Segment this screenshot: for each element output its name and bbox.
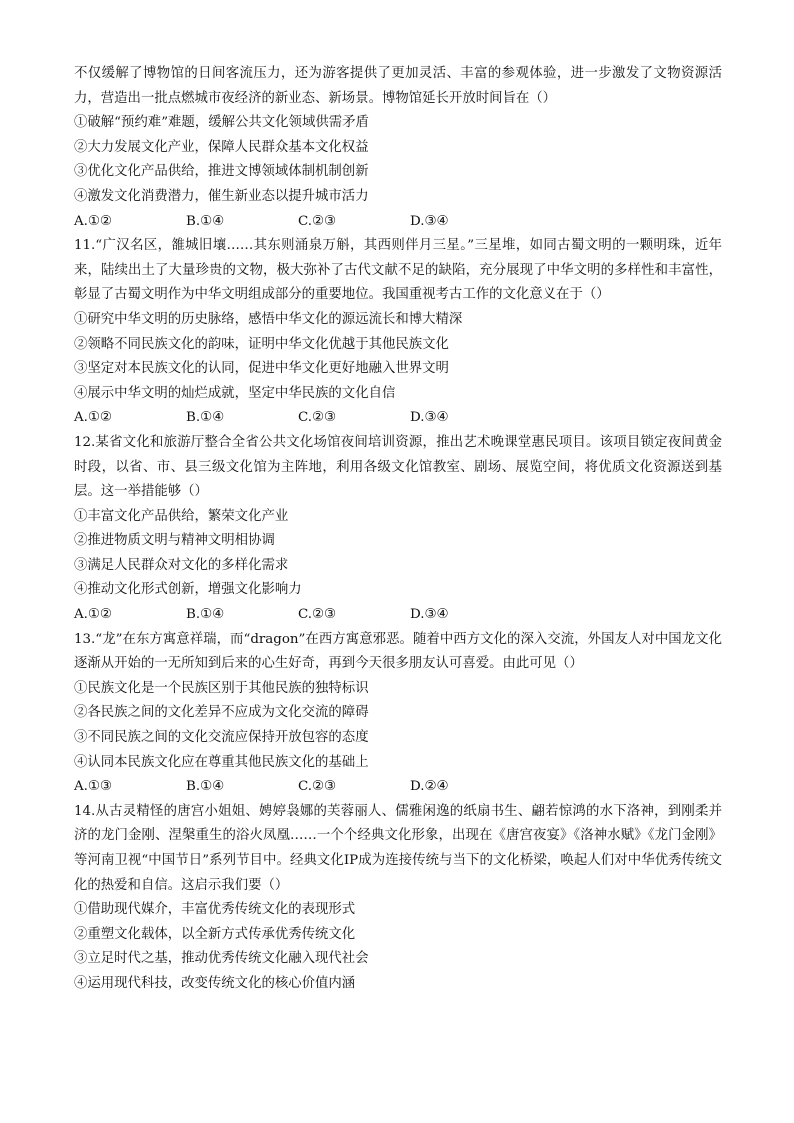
statement-1: ①丰富文化产品供给，繁荣文化产业: [74, 508, 289, 524]
choice-c: C.②③: [298, 213, 337, 229]
choice-b: B.①④: [186, 607, 225, 623]
statement-1: ①民族文化是一个民族区别于其他民族的独特标识: [74, 680, 369, 696]
statement-4: ④运用现代科技，改变传统文化的核心价值内涵: [74, 975, 356, 991]
answer-choices: [74, 603, 722, 628]
statement-3: ③不同民族之间的文化交流应保持开放包容的态度: [74, 730, 369, 746]
choice-c: C.②③: [298, 607, 337, 623]
statement-4: ④认同本民族文化应在尊重其他民族文化的基础上: [74, 754, 369, 770]
choice-b: B.①④: [186, 779, 225, 795]
question-14: [74, 800, 722, 997]
statement-1: ①借助现代媒介，丰富优秀传统文化的表现形式: [74, 902, 356, 918]
statement-1: ①破解“预约难”难题，缓解公共文化领域供需矛盾: [74, 115, 369, 131]
question-stem: 13.“龙”在东方寓意祥瑞，而“dragon”在西方寓意邪恶。随着中西方文化的深入交流，外国友人对中国龙文化逐渐从开始的一无所知到后来的心生好奇，再到今天很多朋友认可喜爱。由此可见（）: [74, 631, 722, 672]
answer-choices: [74, 210, 722, 235]
statement-2: ②大力发展文化产业，保障人民群众基本文化权益: [74, 139, 369, 155]
choice-c: C.②③: [298, 410, 337, 426]
page-content: [74, 62, 722, 997]
question-stem: 12.某省文化和旅游厅整合全省公共文化场馆夜间培训资源，推出艺术晚课堂惠民项目。该项目锁定夜间黄金时段，以省、市、县三级文化馆为主阵地，利用各级文化馆教室、剧场、展览空间，将优质文化资源送到基层。这一举措能够（）: [74, 434, 722, 500]
choice-a: A.①②: [74, 213, 112, 229]
question-11: [74, 234, 722, 431]
statement-3: ③坚定对本民族文化的认同，促进中华文化更好地融入世界文明: [74, 361, 449, 377]
statement-2: ②重塑文化载体，以全新方式传承优秀传统文化: [74, 926, 356, 942]
statement-3: ③优化文化产品供给，推进文博领域体制机制创新: [74, 164, 369, 180]
choice-c: C.②③: [298, 779, 337, 795]
statement-1: ①研究中华文明的历史脉络，感悟中华文化的源远流长和博大精深: [74, 311, 463, 327]
statement-3: ③立足时代之基，推动优秀传统文化融入现代社会: [74, 951, 369, 967]
statement-4: ④激发文化消费潜力，催生新业态以提升城市活力: [74, 188, 369, 204]
statement-2: ②推进物质文明与精神文明相协调: [74, 533, 275, 549]
choice-d: D.③④: [410, 410, 449, 426]
question-13: [74, 628, 722, 800]
statement-2: ②各民族之间的文化差异不应成为文化交流的障碍: [74, 705, 369, 721]
choice-d: D.③④: [410, 607, 449, 623]
statement-4: ④展示中华文明的灿烂成就，坚定中华民族的文化自信: [74, 385, 396, 401]
choice-a: A.①②: [74, 607, 112, 623]
question-12: [74, 431, 722, 628]
statement-2: ②领略不同民族文化的韵味，证明中华文化优越于其他民族文化: [74, 336, 449, 352]
question-stem: 14.从古灵精怪的唐宫小姐姐、娉婷袅娜的芙蓉丽人、儒雅闲逸的纸扇书生、翩若惊鸿的水下洛神，到刚柔并济的龙门金刚、涅槃重生的浴火凤凰……一个个经典文化形象，出现在《唐宫夜宴》《洛神水赋》《龙门金刚》等河南卫视“中国节日”系列节目中。经典文化IP成为连接传统与当下的文化桥梁，唤起人们对中华优秀传统文化的热爱和自信。这启示我们要（）: [74, 803, 722, 893]
answer-choices: [74, 775, 722, 800]
choice-a: A.①③: [74, 779, 112, 795]
question-10: [74, 62, 722, 234]
statement-4: ④推动文化形式创新，增强文化影响力: [74, 582, 302, 598]
question-stem: 11.“广汉名区，雒城旧壤……其东则涌泉万斛，其西则伴月三星。”三星堆，如同古蜀文明的一颗明珠，近年来，陆续出土了大量珍贵的文物，极大弥补了古代文献不足的缺陷，充分展现了中华文明的多样性和丰富性，彰显了古蜀文明作为中华文明组成部分的重要地位。我国重视考古工作的文化意义在于（）: [74, 238, 722, 303]
choice-b: B.①④: [186, 410, 225, 426]
choice-a: A.①②: [74, 410, 112, 426]
answer-choices: [74, 406, 722, 431]
statement-3: ③满足人民群众对文化的多样化需求: [74, 557, 289, 573]
choice-d: D.②④: [410, 779, 449, 795]
choice-b: B.①④: [186, 213, 225, 229]
question-stem: 不仅缓解了博物馆的日间客流压力，还为游客提供了更加灵活、丰富的参观体验，进一步激发了文物资源活力，营造出一批点燃城市夜经济的新业态、新场景。博物馆延长开放时间旨在（）: [74, 66, 722, 106]
choice-d: D.③④: [410, 213, 449, 229]
